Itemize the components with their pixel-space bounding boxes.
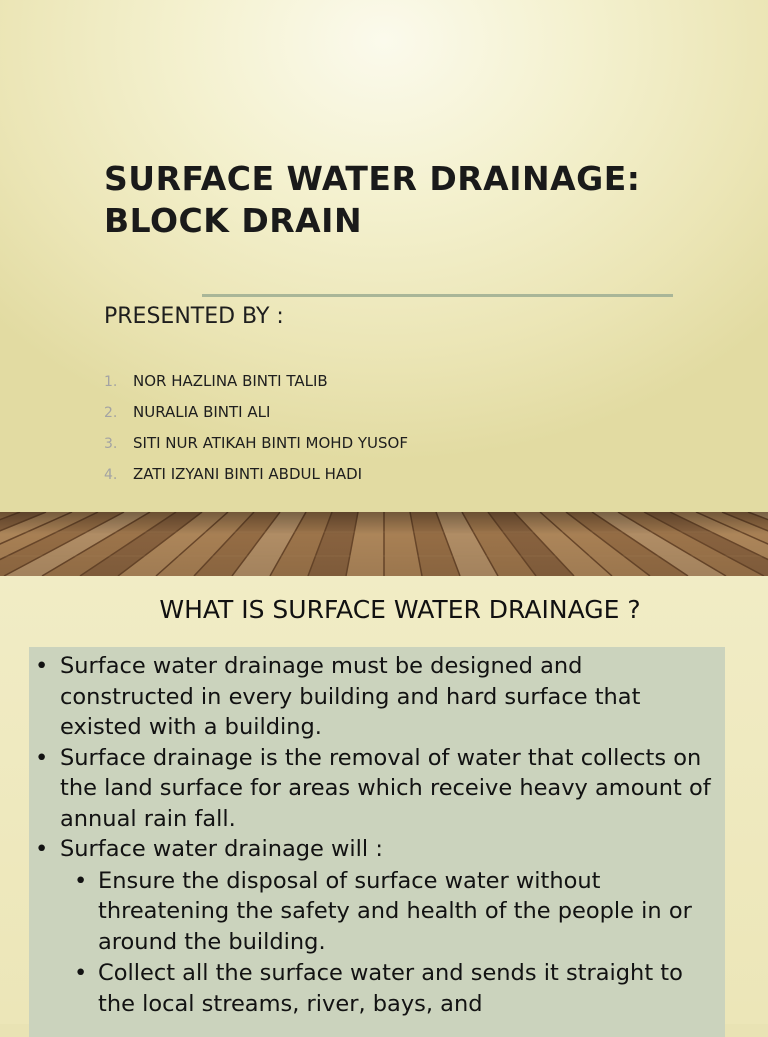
bullet-text: Surface drainage is the removal of water that collects on the land surface for areas which receive heavy amount of annual rain fall. [60, 744, 711, 832]
sub-bullet-list [29, 866, 719, 1020]
content-panel [29, 647, 725, 1037]
wood-planks-image [0, 512, 768, 576]
bullet-list [29, 651, 719, 1019]
title-line-1: SURFACE WATER DRAINAGE: [104, 159, 641, 198]
list-number: 1. [104, 374, 118, 390]
list-number: 4. [104, 467, 118, 483]
wood-floor-decoration [0, 512, 768, 576]
bullet-icon: • [35, 653, 49, 679]
presenter-name: NURALIA BINTI ALI [133, 403, 271, 421]
title-line-2: BLOCK DRAIN [104, 201, 363, 240]
presenter-item [104, 372, 408, 403]
bullet-icon: • [74, 960, 88, 986]
slide-title [104, 158, 704, 242]
bullet-text: Surface water drainage must be designed and constructed in every building and hard surface that existed with a building. [60, 653, 641, 740]
bullet-icon: • [74, 867, 88, 894]
sub-bullet-text: Ensure the disposal of surface water without threatening the safety and health of the people in or around the building. [98, 867, 692, 955]
bullet-icon: • [35, 744, 49, 771]
sub-bullet-text: Collect all the surface water and sends it straight to the local streams, river, bays, and [98, 960, 683, 1017]
list-item [29, 834, 719, 865]
list-number: 3. [104, 436, 118, 452]
slide-heading: WHAT IS SURFACE WATER DRAINAGE ? [159, 595, 641, 624]
title-slide [0, 0, 768, 512]
presenter-name: NOR HAZLINA BINTI TALIB [133, 372, 328, 390]
sub-list-item [29, 866, 719, 958]
presenter-item [104, 434, 408, 465]
title-divider [202, 294, 673, 297]
sub-list-item [29, 958, 719, 1019]
content-slide [0, 576, 768, 1024]
list-number: 2. [104, 405, 118, 421]
bullet-icon: • [35, 836, 49, 862]
bullet-text: Surface water drainage will : [60, 836, 383, 862]
presenter-item [104, 403, 408, 434]
list-item [29, 743, 719, 835]
presented-by-label: PRESENTED BY : [104, 304, 284, 329]
presenter-item [104, 465, 408, 496]
presenter-name: ZATI IZYANI BINTI ABDUL HADI [133, 465, 363, 483]
list-item [29, 651, 719, 743]
presenter-list [104, 372, 408, 496]
presenter-name: SITI NUR ATIKAH BINTI MOHD YUSOF [133, 434, 408, 452]
